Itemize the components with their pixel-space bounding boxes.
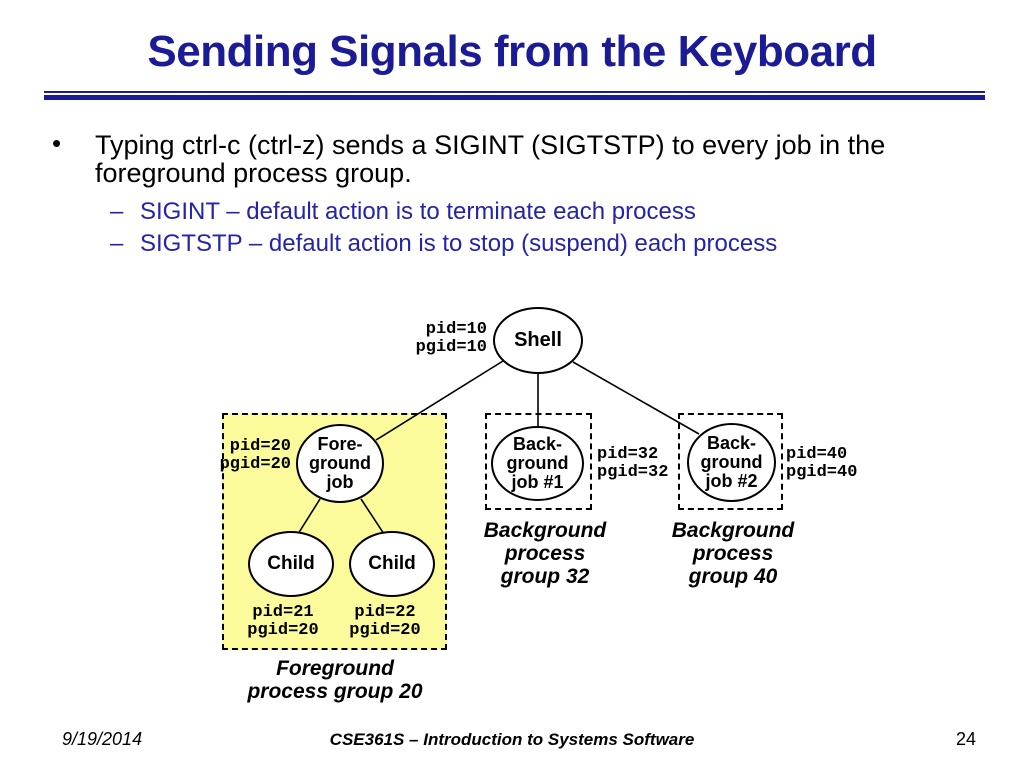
bullet-text: Typing ctrl-c (ctrl-z) sends a SIGINT (SIGTSTP) to every job in the foreground process group. (95, 130, 886, 188)
background-group2-caption: Background process group 40 (671, 519, 795, 588)
slide-title: Sending Signals from the Keyboard (147, 27, 877, 76)
sub-bullet-sigtstp-text: SIGTSTP – default action is to stop (suspend) each process (140, 230, 778, 257)
foreground-job-node: Fore- ground job (296, 424, 384, 503)
connector-foreground-child1 (298, 499, 320, 534)
background-job2-node: Back- ground job #2 (687, 423, 776, 502)
background-job1-pid-label: pid=32 pgid=32 (597, 445, 669, 482)
connector-shell-foreground (376, 361, 503, 440)
foreground-group-caption: Foreground process group 20 (247, 657, 423, 703)
connector-shell-background2 (573, 362, 699, 434)
child2-node: Child (349, 531, 435, 597)
bullet-marker: • (52, 128, 62, 158)
footer-page-number: 24 (955, 729, 976, 749)
child1-pid-label: pid=21 pgid=20 (247, 603, 319, 640)
shell-pid-label: pid=10 pgid=10 (415, 320, 487, 357)
footer-date: 9/19/2014 (62, 729, 143, 749)
sub-bullet-dash: – (110, 198, 124, 225)
foreground-job-pid-label: pid=20 pgid=20 (219, 437, 291, 474)
background-job2-pid-label: pid=40 pgid=40 (786, 445, 858, 482)
background-group1-caption: Background process group 32 (483, 519, 607, 588)
background-job1-node: Back- ground job #1 (491, 426, 584, 501)
sub-bullet-sigint-text: SIGINT – default action is to terminate each process (140, 198, 696, 225)
child1-node: Child (248, 531, 334, 597)
child2-pid-label: pid=22 pgid=20 (349, 603, 421, 640)
footer-course-title: CSE361S – Introduction to Systems Software (329, 730, 695, 749)
connector-foreground-child2 (361, 499, 384, 534)
sub-bullet-dash: – (110, 230, 124, 257)
shell-node: Shell (493, 307, 583, 374)
